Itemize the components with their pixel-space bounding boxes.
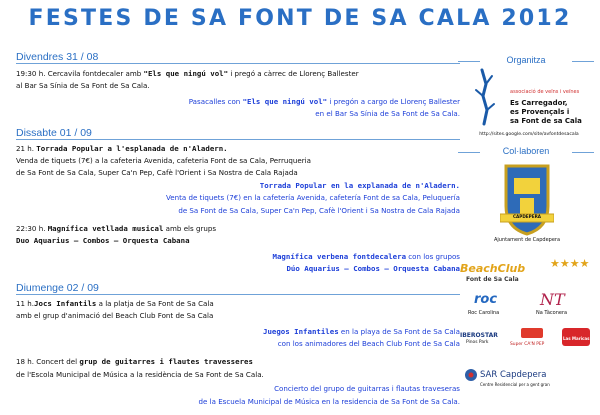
event-line-ca: [16, 223, 460, 235]
program: [16, 50, 460, 408]
iberostar-logo: IBEROSTAR: [460, 332, 498, 339]
event-line-es: [16, 383, 460, 395]
event-line-ca: [16, 369, 460, 381]
nt-logo: NT: [540, 290, 565, 309]
day-heading-label: Divendres 31 / 08: [16, 51, 102, 63]
text: i pregó a càrrec de Llorenç Ballester: [228, 69, 359, 78]
text: al Bar Sa Sínia de Sa Font de Sa Cala.: [16, 81, 150, 91]
beachclub-sub: Font de Sa Cala: [466, 276, 519, 283]
event-line-es: [16, 263, 460, 275]
sar-logo: SAR Capdepera: [480, 370, 547, 380]
lasmaricas-label: Las Maricas: [563, 336, 590, 341]
text: i pregón a cargo de Llorenç Ballester: [327, 96, 460, 106]
text: con los animadores del Beach Club Font de Sa Cala: [277, 338, 460, 348]
event-line-ca: [16, 310, 460, 322]
event-line-es: [16, 180, 460, 192]
roc-label: Roc Carolina: [468, 310, 500, 316]
event-line-es: [16, 326, 460, 338]
sar-icon: [464, 368, 478, 382]
association-logo: [462, 66, 510, 128]
text: Venta de tiquets (7€) en la cafetería Avenida, cafetería Font de sa Cala, Peluquería: [165, 193, 460, 203]
event-line-es: [16, 251, 460, 263]
event-line-ca: [16, 68, 460, 80]
assoc-name-line: sa Font de sa Cala: [510, 117, 582, 125]
text: amb els grups: [163, 224, 217, 234]
heading-rule: [16, 63, 460, 64]
event-line-ca: [16, 80, 460, 92]
event-line-ca: [16, 356, 460, 368]
day-heading-label: Dissabte 01 / 09: [16, 127, 96, 139]
text: en la playa de Sa Font de Sa Cala: [338, 326, 460, 336]
highlight: Magnífica vetllada musical: [47, 224, 164, 234]
text: Venda de tiquets (7€) a la cafeteria Avenida, cafeteria Font de sa Cala, Perruqueria: [16, 156, 311, 166]
assoc-name-line: es Provençals i: [510, 108, 570, 116]
roc-logo: roc: [474, 292, 498, 307]
nt-label: Na Tàconera: [536, 310, 568, 316]
day-heading-label: Diumenge 02 / 09: [16, 282, 103, 294]
text: de la Escuela Municipal de Música en la residencia de Sa Font de Sa Cala.: [198, 396, 460, 406]
highlight: Juegos Infantiles: [263, 326, 339, 336]
col-laboren-label: Col·laboren: [502, 146, 550, 156]
text: 19:30 h. Cercavila fontdecaler amb: [16, 69, 144, 78]
text: a la platja de Sa Font de Sa Cala: [96, 298, 214, 308]
text: 18 h. Concert del: [16, 357, 80, 367]
event-line-ca: [16, 155, 460, 167]
assoc-name-line: Es Carregador,: [510, 99, 568, 107]
ajuntament-label: Ajuntament de Capdepera: [493, 237, 561, 243]
event-line-es: [16, 396, 460, 408]
col-laboren-heading: [452, 146, 600, 156]
poster-title: FESTES DE SA FONT DE SA CALA 2012: [28, 6, 572, 31]
highlight: Torrada Popular en la explanada de n'Aladern.: [259, 180, 460, 190]
event-line-es: [16, 205, 460, 217]
event-line-es: [16, 338, 460, 350]
text: Concierto del grupo de guitarras i flautas traveseras: [274, 384, 460, 394]
text: 21 h.: [16, 143, 37, 153]
text: en el Bar Sa Sínia de Sa Font de Sa Cala.: [315, 109, 460, 119]
day-heading: [16, 126, 460, 140]
event-line-ca: [16, 235, 460, 247]
highlight: "Els que ningú vol": [242, 96, 328, 106]
day-heading: [16, 50, 460, 64]
highlight: Magnífica verbena fontdecalera: [272, 251, 407, 261]
assoc-small-label: associació de veïns i veïnes: [510, 89, 580, 95]
text: de Sa Font de Sa Cala, Super Ca'n Pep, Cafè l'Orient i Sa Nostra de Cala Rajada: [16, 168, 298, 178]
text: amb el grup d'animació del Beach Club Font de Sa Cala: [16, 311, 214, 321]
highlight: Duo Aquarius – Combos – Orquesta Cabana: [16, 236, 190, 246]
text: 22:30 h.: [16, 224, 48, 234]
event-line-ca: [16, 167, 460, 179]
text: 11 h.: [16, 298, 35, 308]
highlight: Torrada Popular a l'esplanada de n'Aladern.: [36, 143, 228, 153]
super-label: Super CA'N PEP: [510, 342, 545, 347]
event-line-ca: [16, 143, 460, 155]
event-line-es: [16, 192, 460, 204]
assoc-name: [510, 99, 598, 126]
event-line-es: [16, 108, 460, 120]
day-heading: [16, 281, 460, 295]
event-line-ca: [16, 298, 460, 310]
capdepera-shield-icon: [500, 162, 554, 236]
stars-icon: ★★★★: [550, 257, 590, 270]
highlight: Dúo Aquarius – Combos – Orquesta Cabana: [286, 264, 460, 274]
highlight: Jocs Infantils: [34, 298, 97, 308]
text: Pasacalles con: [188, 96, 243, 106]
text: con los grupos: [406, 251, 460, 261]
shield-band: CAPDEPERA: [512, 214, 542, 219]
assoc-url: http://sites.google.com/site/avfontdesacala: [479, 132, 579, 137]
super-canpep-icon: [520, 326, 544, 340]
organitza-label: Organitza: [506, 55, 546, 65]
sar-sub: Centre Residencial per a gent gran: [480, 382, 550, 387]
text: de l'Escola Municipal de Música a la residència de Sa Font de Sa Cala.: [16, 369, 264, 379]
event-line-es: [16, 96, 460, 108]
organitza-heading: [452, 55, 600, 65]
highlight: grup de guitarres i flautes travesseres: [79, 357, 253, 367]
highlight: "Els que ningú vol": [143, 69, 229, 78]
iberostar-sub: Pinos Park: [466, 340, 489, 345]
text: de Sa Font de Sa Cala, Super Ca'n Pep, Cafè l'Orient i Sa Nostra de Cala Rajada: [178, 205, 460, 215]
beachclub-logo: BeachClub: [460, 262, 526, 275]
sponsor-sidebar: [452, 48, 600, 415]
